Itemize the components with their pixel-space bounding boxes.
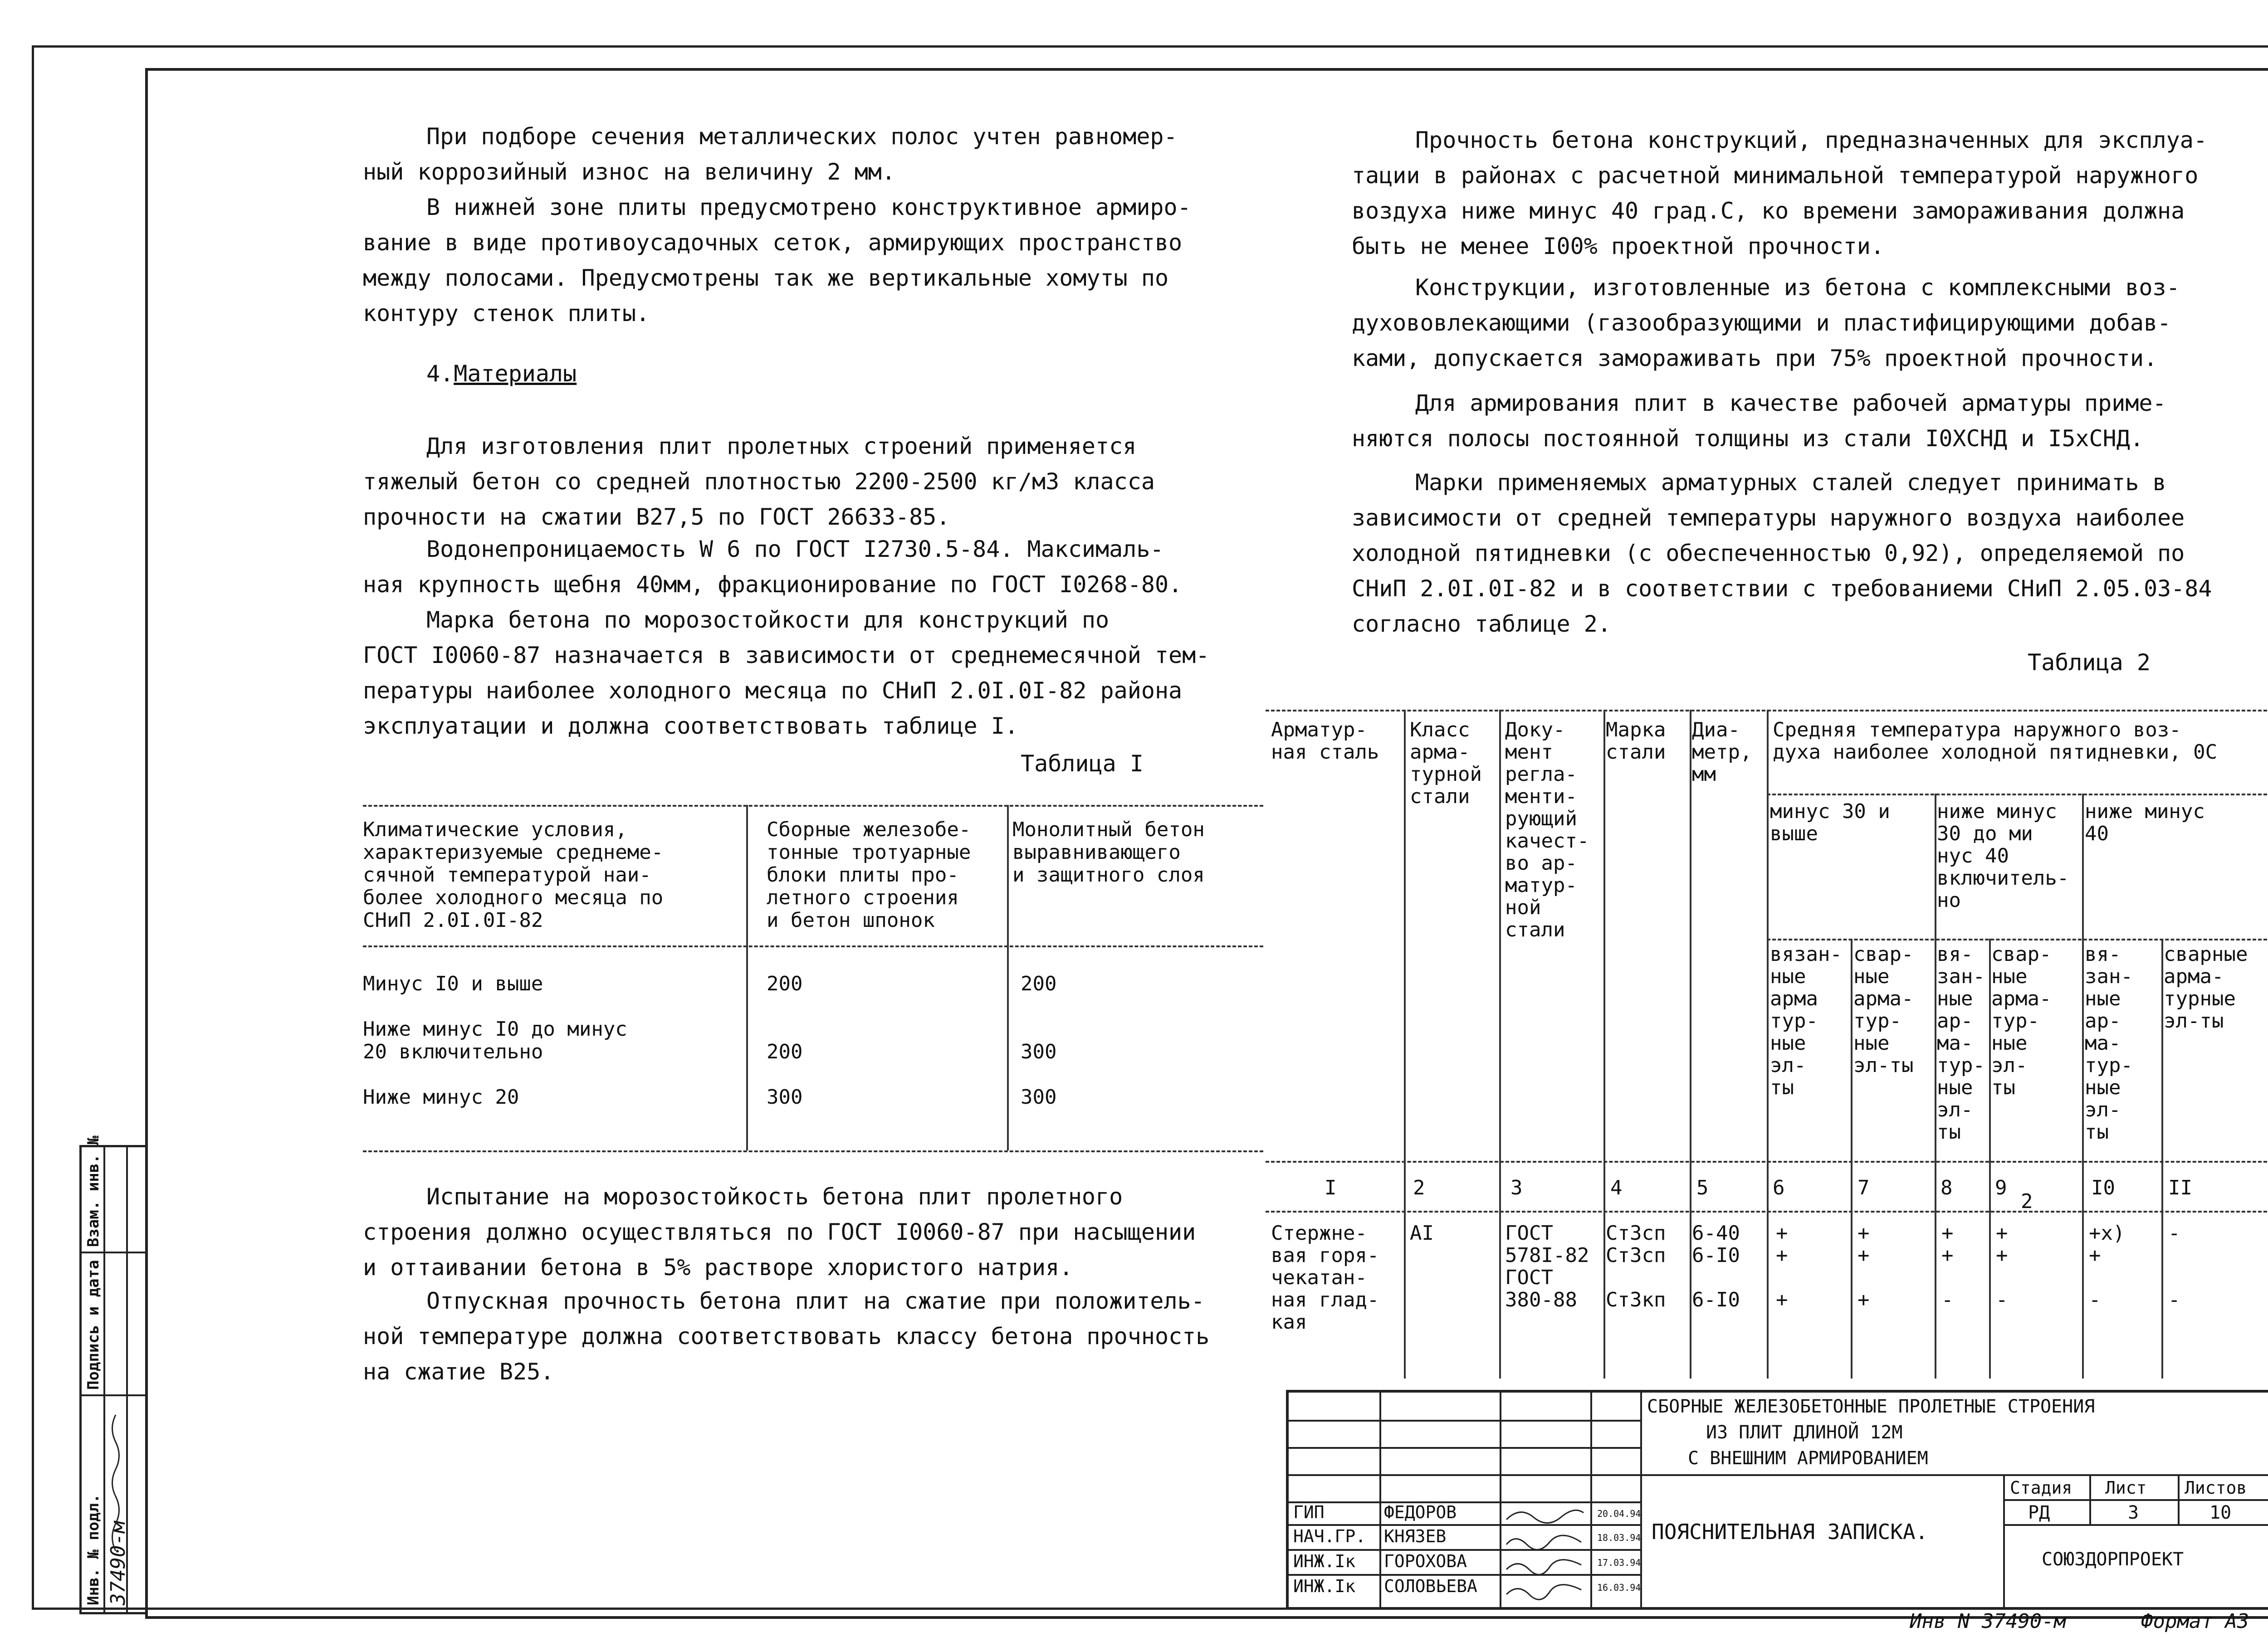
table2-cell: +х) + - xyxy=(2089,1222,2125,1311)
table2-column-number: 2 xyxy=(1413,1176,1425,1199)
table1-rule-top xyxy=(363,805,1263,807)
stamp-title-line: СБОРНЫЕ ЖЕЛЕЗОБЕТОННЫЕ ПРОЛЕТНЫЕ СТРОЕНИЯ xyxy=(1647,1396,2095,1417)
table2-subheader: сварные арма- турные эл-ты xyxy=(2164,943,2248,1033)
table2-divider xyxy=(1989,939,1991,1379)
stamp-title-line: С ВНЕШНИМ АРМИРОВАНИЕМ xyxy=(1688,1448,1928,1469)
table1-divider xyxy=(1007,805,1009,1150)
stamp-organization: СОЮЗДОРПРОЕКТ xyxy=(2042,1549,2184,1570)
stamp-person-name: ФЕДОРОВ xyxy=(1384,1502,1457,1522)
table2-subheader: вязан- ные арма тур- ные эл- ты xyxy=(1770,943,1842,1099)
table2 xyxy=(1266,710,2268,1379)
side-stamp-divider xyxy=(82,1394,145,1396)
paragraph-corrosion: При подборе сечения металлических полос учтен равномер- ный коррозийный износ на величину 2 мм. xyxy=(363,123,1178,185)
table1-divider xyxy=(746,805,748,1150)
table1-cell: 300 xyxy=(1021,1040,1057,1063)
stamp-date: 18.03.94 xyxy=(1597,1532,1641,1543)
paragraph-strips: Для армирования плит в качестве рабочей арматуры приме- няются полосы постоянной толщины из стали I0ХСНД и I5хСНД. xyxy=(1352,390,2166,452)
table2-divider xyxy=(1851,939,1853,1379)
table2-caption: Таблица 2 xyxy=(2028,649,2151,676)
table2-rule-sub xyxy=(1767,939,2268,940)
table2-header-document: Доку- мент регла- менти- рующий качест- во ар- матур- ной стали xyxy=(1505,718,1589,941)
table1-cell: 200 xyxy=(767,1040,803,1063)
table1-cell: 200 xyxy=(767,972,803,995)
table2-cell-document: ГОСТ 578I-82 ГОСТ 380-88 xyxy=(1505,1222,1589,1311)
paragraph-concrete: Для изготовления плит пролетных строений применяется тяжелый бетон со средней плотностью 2200-2500 кг/м3 класса прочности на сжатии В27,5 по ГОСТ 26633-85. xyxy=(363,433,1155,530)
table2-divider xyxy=(1690,710,1691,1379)
table2-cell-steel: Стержне- вая горя- чекатан- ная глад- кая xyxy=(1271,1222,1379,1334)
table2-divider xyxy=(1603,710,1605,1379)
table2-header-grade: Марка стали xyxy=(1606,718,1666,764)
table2-cell: - - xyxy=(2168,1222,2180,1311)
table2-header-minus30: минус 30 и выше xyxy=(1770,800,1890,845)
stamp-role: ИНЖ.Iк xyxy=(1293,1551,1356,1571)
table2-column-number: II xyxy=(2168,1176,2192,1199)
table2-cell-grade: Ст3сп Ст3сп Ст3кп xyxy=(1606,1222,1666,1311)
table2-subheader: свар- ные арма- тур- ные эл-ты xyxy=(1853,943,1914,1077)
table2-cell-class: АI xyxy=(1410,1222,1434,1245)
table2-cell-diameter: 6-40 6-I0 6-I0 xyxy=(1692,1222,1740,1311)
side-stamp-inventory-label: Инв. № подл. xyxy=(84,1494,103,1605)
stamp-title-line: ИЗ ПЛИТ ДЛИНОЙ 12М xyxy=(1706,1422,1903,1443)
side-signature xyxy=(107,1401,125,1555)
table2-header-temperature: Средняя температура наружного воз- духа наиболее холодной пятидневки, 0С xyxy=(1773,718,2218,764)
table1-caption: Таблица I xyxy=(1021,750,1144,777)
stamp-role: ИНЖ.Iк xyxy=(1293,1576,1356,1596)
table2-header-diameter: Диа- метр, мм xyxy=(1692,718,1752,786)
table2-column-number: 8 xyxy=(1941,1176,1953,1199)
stamp-role: ГИП xyxy=(1293,1502,1325,1522)
stamp-divider xyxy=(1289,1447,1640,1449)
table2-divider xyxy=(1499,710,1501,1379)
table1-rule-header xyxy=(363,945,1263,947)
stamp-sheets-value: 10 xyxy=(2209,1502,2232,1523)
table1-header-monolithic: Монолитный бетон выравнивающего и защитного слоя xyxy=(1012,818,1205,887)
table1-header-climate: Климатические условия, характеризуемые среднеме- сячной температурой наи- более холодного месяца по СНиП 2.0I.0I-82 xyxy=(363,818,664,932)
section-heading-materials xyxy=(426,361,577,387)
stamp-person-name: ГОРОХОВА xyxy=(1384,1551,1467,1571)
stamp-divider xyxy=(2003,1524,2268,1526)
table2-divider xyxy=(1935,794,1936,1379)
table2-cell: + + + xyxy=(1857,1222,1870,1311)
table2-header-steel: Арматур- ная сталь xyxy=(1271,718,1379,764)
table2-header-below40: ниже минус 40 xyxy=(2085,800,2205,845)
table2-subheader: вя- зан- ные ар- ма- тур- ные эл- ты xyxy=(1937,943,1985,1144)
table2-divider xyxy=(2161,939,2163,1379)
stamp-date: 20.04.94 xyxy=(1597,1508,1641,1519)
table2-divider xyxy=(1767,710,1769,1379)
side-stamp xyxy=(79,1135,147,1614)
table2-column-number: 7 xyxy=(1857,1176,1870,1199)
stamp-divider xyxy=(2003,1474,2005,1608)
table2-divider xyxy=(2082,794,2084,1379)
page-number-mark: 2 xyxy=(2021,1190,2033,1213)
paragraph-release-strength: Отпускная прочность бетона плит на сжатие при положитель- ной температуре должна соответствовать классу бетона прочность на сжатие В25. xyxy=(363,1288,1210,1385)
stamp-divider xyxy=(2003,1499,2268,1501)
table2-cell: + + - xyxy=(1996,1222,2008,1311)
stamp-divider xyxy=(1640,1393,1642,1608)
side-stamp-signature-label: Подпись и дата xyxy=(84,1260,103,1390)
stamp-divider xyxy=(1289,1474,1640,1476)
table2-column-number: 4 xyxy=(1610,1176,1623,1199)
paragraph-strength: Прочность бетона конструкций, предназначенных для эксплуа- тации в районах с расчетной минимальной температурой наружного воздуха ниже минус 40 град.С, ко времени замораживания должна быть не менее I00% проектной прочности. xyxy=(1352,127,2207,259)
stamp-divider xyxy=(1289,1420,1640,1422)
paragraph-frost-test: Испытание на морозостойкость бетона плит пролетного строения должно осуществляться по ГОСТ I0060-87 при насыщении и оттаивании бетона в 5% растворе хлористого натрия. xyxy=(363,1184,1196,1281)
table1-rule-bottom xyxy=(363,1150,1263,1152)
paragraph-steel-grades: Марки применяемых арматурных сталей следует принимать в зависимости от средней температуры наружного воздуха наиболее холодной пятидневки (с обеспеченностью 0,92), определяемой по СНиП 2.0I.0I-82 и в соответствии с требованиеми СНиП 2.05.03-84 согласно таблице 2. xyxy=(1352,469,2212,637)
stamp-person-name: КНЯЗЕВ xyxy=(1384,1526,1447,1546)
table1-cell: 300 xyxy=(1021,1086,1057,1109)
table2-column-number: 6 xyxy=(1773,1176,1785,1199)
stamp-person-name: СОЛОВЬЕВА xyxy=(1384,1576,1477,1596)
paragraph-additives: Конструкции, изготовленные из бетона с комплексными воз- духововлекающими (газообразующими и пластифицирующими добав- ками, допускается замораживать при 75% проектной прочности. xyxy=(1352,274,2180,371)
side-stamp-inventory-value: 37490-м xyxy=(107,1521,130,1605)
table1-cell: Минус I0 и выше xyxy=(363,972,543,995)
stamp-stage-value: РД xyxy=(2028,1502,2050,1523)
table2-column-number: I xyxy=(1325,1176,1337,1199)
paragraph-reinforcement: В нижней зоне плиты предусмотрено конструктивное армиро- вание в виде противоусадочных сеток, армирующих пространство между полосами. Предусмотрены так же вертикальные хомуты по контуру стенок плиты. xyxy=(363,194,1191,326)
table2-subheader: свар- ные арма- тур- ные эл- ты xyxy=(1991,943,2052,1099)
table2-column-number: 9 xyxy=(1995,1176,2007,1199)
stamp-sheets-label: Листов xyxy=(2185,1478,2247,1498)
table2-column-number: 3 xyxy=(1510,1176,1523,1199)
table1-cell: 200 xyxy=(1021,972,1057,995)
stamp-divider xyxy=(1640,1474,2268,1476)
side-stamp-divider xyxy=(103,1147,105,1612)
side-stamp-replacement-label: Взам. инв. № xyxy=(84,1135,103,1247)
side-stamp-divider xyxy=(82,1252,145,1253)
signature-marks xyxy=(1502,1501,1588,1606)
table2-rule-temp xyxy=(1767,794,2268,795)
table1-cell: 300 xyxy=(767,1086,803,1109)
stamp-stage-label: Стадия xyxy=(2010,1478,2072,1498)
table2-cell: + + + xyxy=(1776,1222,1788,1311)
table1-cell: Ниже минус I0 до минус 20 включительно xyxy=(363,1018,627,1063)
table2-divider xyxy=(1404,710,1406,1379)
table2-subheader: вя- зан- ные ар- ма- тур- ные эл- ты xyxy=(2085,943,2133,1144)
table2-header-30to40: ниже минус 30 до ми нус 40 включитель- но xyxy=(1937,800,2069,912)
table1 xyxy=(363,805,1263,1154)
stamp-date: 16.03.94 xyxy=(1597,1582,1641,1593)
table2-column-number: I0 xyxy=(2091,1176,2115,1199)
table2-header-class: Класс арма- турной стали xyxy=(1410,718,1482,808)
table1-header-precast: Сборные железобе- тонные тротуарные блоки плиты про- летного строения и бетон шпонок xyxy=(767,818,971,932)
stamp-role: НАЧ.ГР. xyxy=(1293,1526,1366,1546)
stamp-date: 17.03.94 xyxy=(1597,1557,1641,1568)
paragraph-waterproofing: Водонепроницаемость W 6 по ГОСТ I2730.5-84. Максималь- ная крупность щебня 40мм, фракционирование по ГОСТ I0268-80. xyxy=(363,536,1183,598)
title-block xyxy=(1286,1390,2268,1610)
stamp-sheet-label: Лист xyxy=(2105,1478,2147,1498)
stamp-document-name: ПОЯСНИТЕЛЬНАЯ ЗАПИСКА. xyxy=(1652,1520,1928,1544)
inventory-number: Инв N 37490-м xyxy=(1910,1610,2066,1633)
heading-number: 4. xyxy=(426,361,454,387)
heading-text: Материалы xyxy=(454,361,577,387)
table2-cell: + + - xyxy=(1941,1222,1954,1311)
paragraph-frost-resistance: Марка бетона по морозостойкости для конструкций по ГОСТ I0060-87 назначается в зависимости от среднемесячной тем- пературы наиболее холодного месяца по СНиП 2.0I.0I-82 района эксплуатации и должна соответствовать таблице I. xyxy=(363,607,1210,739)
sheet-format: Формат А3 xyxy=(2141,1610,2249,1633)
table1-cell: Ниже минус 20 xyxy=(363,1086,519,1109)
stamp-sheet-value: 3 xyxy=(2128,1502,2139,1523)
table2-column-number: 5 xyxy=(1696,1176,1709,1199)
